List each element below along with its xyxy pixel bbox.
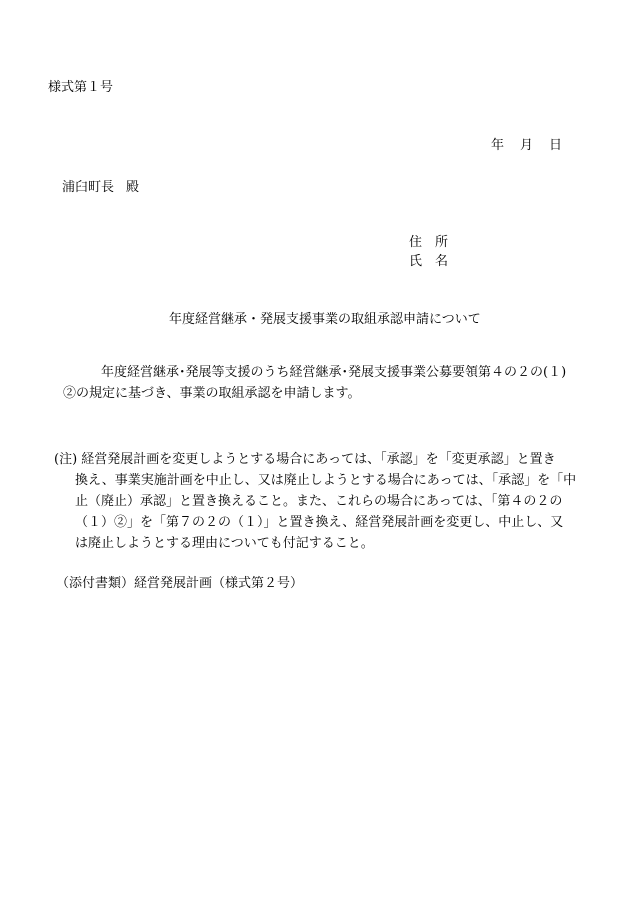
body-line-2: ②の規定に基づき、事業の取組承認を申請します。 xyxy=(63,386,361,401)
note-line-2: 換え、事業実施計画を中止し、又は廃止しようとする場合にあっては、「承認」を「中 xyxy=(75,473,577,488)
applicant-name-label xyxy=(409,255,448,268)
document-title: 年度経営継承・発展支援事業の取組承認申請について xyxy=(169,312,481,327)
recipient xyxy=(62,181,139,194)
body-line-1: 年度経営継承･発展等支援のうち経営継承･発展支援事業公募要領第４の２の(１) xyxy=(101,365,567,380)
recipient-honorific: 殿 xyxy=(126,180,140,195)
address-label-char-2: 所 xyxy=(435,235,449,250)
attachment-note: （添付書類）経営発展計画（様式第２号） xyxy=(56,576,304,591)
date-line xyxy=(491,139,562,152)
note-line-4: （１）②」を「第７の２の（１）」と置き換え、経営発展計画を変更し、中止し、又 xyxy=(75,515,564,530)
date-month-label: 月 xyxy=(520,138,534,153)
form-number: 様式第１号 xyxy=(48,80,114,95)
address-label-char-1: 住 xyxy=(409,235,423,250)
note-line-5: は廃止しようとする理由についても付記すること。 xyxy=(75,536,374,551)
applicant-address-label xyxy=(409,236,448,249)
recipient-name: 浦臼町長 xyxy=(62,180,115,195)
date-year-label: 年 xyxy=(491,138,505,153)
body-paragraph xyxy=(63,362,591,404)
note-line-3: 止（廃止）承認」と置き換えること。また、これらの場合にあっては、「第４の２の xyxy=(75,494,563,509)
note-line-1: (注) 経営発展計画を変更しようとする場合にあっては、「承認」を「変更承認」と置き xyxy=(54,452,556,467)
date-day-label: 日 xyxy=(549,138,563,153)
name-label-char-2: 名 xyxy=(435,254,449,269)
note-paragraph xyxy=(54,449,590,554)
name-label-char-1: 氏 xyxy=(409,254,423,269)
